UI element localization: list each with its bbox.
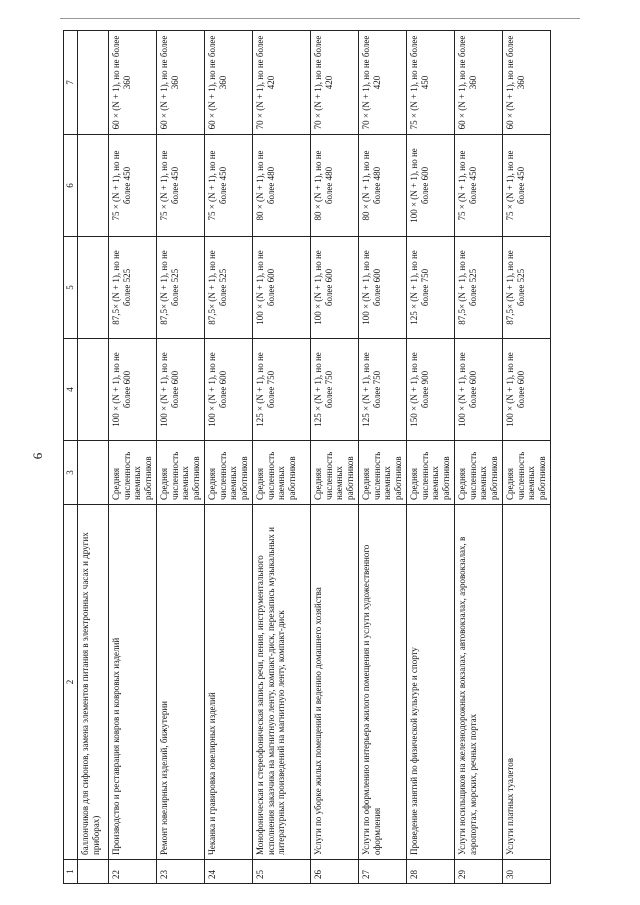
table-row [503,31,551,884]
value-cell: 125 × (N + 1), но не более 750 [407,237,455,339]
value-cell: 100 × (N + 1), но не более 600 [109,339,157,441]
value-cell: 80 × (N + 1), но не более 480 [253,135,311,237]
measure-unit: Средняя численность наемных работников [407,441,455,505]
value-cell: 75 × (N + 1), но не более 450 [503,135,551,237]
table-row [311,31,359,884]
value-cell [78,31,109,135]
value-cell: 60 × (N + 1), но не более 360 [157,31,205,135]
measure-unit: Средняя численность наемных работников [455,441,503,505]
activity-name: Услуги по оформлению интерьера жилого помещения и услуги художественного оформления [359,505,407,860]
measure-unit: Средняя численность наемных работников [311,441,359,505]
value-cell: 60 × (N + 1), но не более 360 [205,31,253,135]
row-number: 23 [157,860,205,884]
top-rule [60,18,580,19]
table-row [359,31,407,884]
activity-name: баллончиков для сифонов, замена элементов питания в электронных часах и других приборах) [78,505,109,860]
header-cell: 4 [64,339,78,441]
table-row [407,31,455,884]
measure-unit: Средняя численность наемных работников [205,441,253,505]
activity-name: Монофоническая и стереофоническая запись речи, пения, инструментального исполнения заказчика на магнитную ленту, компакт-диск, перезапись музыкальных и литературных произведений на магнитную ленту, компакт-диск [253,505,311,860]
value-cell: 87,5× (N + 1), но не более 525 [455,237,503,339]
header-cell: 1 [64,860,78,884]
row-number: 24 [205,860,253,884]
page-number: 6 [30,452,45,460]
row-number: 26 [311,860,359,884]
value-cell: 75 × (N + 1), но не более 450 [407,31,455,135]
value-cell: 150 × (N + 1), но не более 900 [407,339,455,441]
value-cell: 70 × (N + 1), но не более 420 [311,31,359,135]
value-cell: 125 × (N + 1), но не более 750 [253,339,311,441]
value-cell: 87,5× (N + 1), но не более 525 [205,237,253,339]
value-cell [78,135,109,237]
header-row [64,31,78,884]
value-cell: 60 × (N + 1), но не более 360 [503,31,551,135]
activity-name: Услуги платных туалетов [503,505,551,860]
value-cell: 125 × (N + 1), но не более 750 [359,339,407,441]
value-cell: 100 × (N + 1), но не более 600 [359,237,407,339]
header-cell: 6 [64,135,78,237]
value-cell [78,237,109,339]
value-cell: 60 × (N + 1), но не более 360 [109,31,157,135]
measure-unit: Средняя численность наемных работников [253,441,311,505]
value-cell: 75 × (N + 1), но не более 450 [157,135,205,237]
value-cell: 87,5× (N + 1), но не более 525 [503,237,551,339]
value-cell: 100 × (N + 1), но не более 600 [455,339,503,441]
row-number: 25 [253,860,311,884]
value-cell: 100 × (N + 1), но не более 600 [205,339,253,441]
value-cell: 75 × (N + 1), но не более 450 [109,135,157,237]
row-number: 22 [109,860,157,884]
value-cell: 60 × (N + 1), но не более 360 [455,31,503,135]
measure-unit: Средняя численность наемных работников [359,441,407,505]
table-row [109,31,157,884]
activity-name: Услуги носильщиков на железнодорожных вокзалах, автовокзалах, аэровокзалах, в аэропортах, морских, речных портах [455,505,503,860]
value-cell [78,339,109,441]
value-cell: 70 × (N + 1), но не более 420 [253,31,311,135]
activity-name: Производство и реставрация ковров и ковровых изделий [109,505,157,860]
value-cell: 80 × (N + 1), но не более 480 [359,135,407,237]
header-cell: 2 [64,505,78,860]
continuation-row [78,31,109,884]
value-cell: 87,5× (N + 1), но не более 525 [157,237,205,339]
value-cell: 75 × (N + 1), но не более 450 [205,135,253,237]
table-row [157,31,205,884]
row-number: 28 [407,860,455,884]
tax-table [63,30,551,884]
value-cell: 125 × (N + 1), но не более 750 [311,339,359,441]
header-cell: 7 [64,31,78,135]
table-row [253,31,311,884]
row-number [78,860,109,884]
activity-name: Услуги по уборке жилых помещений и ведению домашнего хозяйства [311,505,359,860]
measure-unit [78,441,109,505]
table-row [455,31,503,884]
row-number: 27 [359,860,407,884]
measure-unit: Средняя численность наемных работников [109,441,157,505]
measure-unit: Средняя численность наемных работников [157,441,205,505]
row-number: 30 [503,860,551,884]
value-cell: 100 × (N + 1), но не более 600 [253,237,311,339]
header-cell: 3 [64,441,78,505]
header-cell: 5 [64,237,78,339]
value-cell: 100 × (N + 1), но не более 600 [407,135,455,237]
value-cell: 87,5× (N + 1), но не более 525 [109,237,157,339]
value-cell: 100 × (N + 1), но не более 600 [157,339,205,441]
value-cell: 100 × (N + 1), но не более 600 [503,339,551,441]
table-row [205,31,253,884]
measure-unit: Средняя численность наемных работников [503,441,551,505]
activity-name: Ремонт ювелирных изделий, бижутерии [157,505,205,860]
activity-name: Проведение занятий по физической культуре и спорту [407,505,455,860]
value-cell: 70 × (N + 1), но не более 420 [359,31,407,135]
row-number: 29 [455,860,503,884]
value-cell: 80 × (N + 1), но не более 480 [311,135,359,237]
activity-name: Чеканка и гравировка ювелирных изделий [205,505,253,860]
rotated-table-container [63,31,583,884]
value-cell: 75 × (N + 1), но не более 450 [455,135,503,237]
value-cell: 100 × (N + 1), но не более 600 [311,237,359,339]
